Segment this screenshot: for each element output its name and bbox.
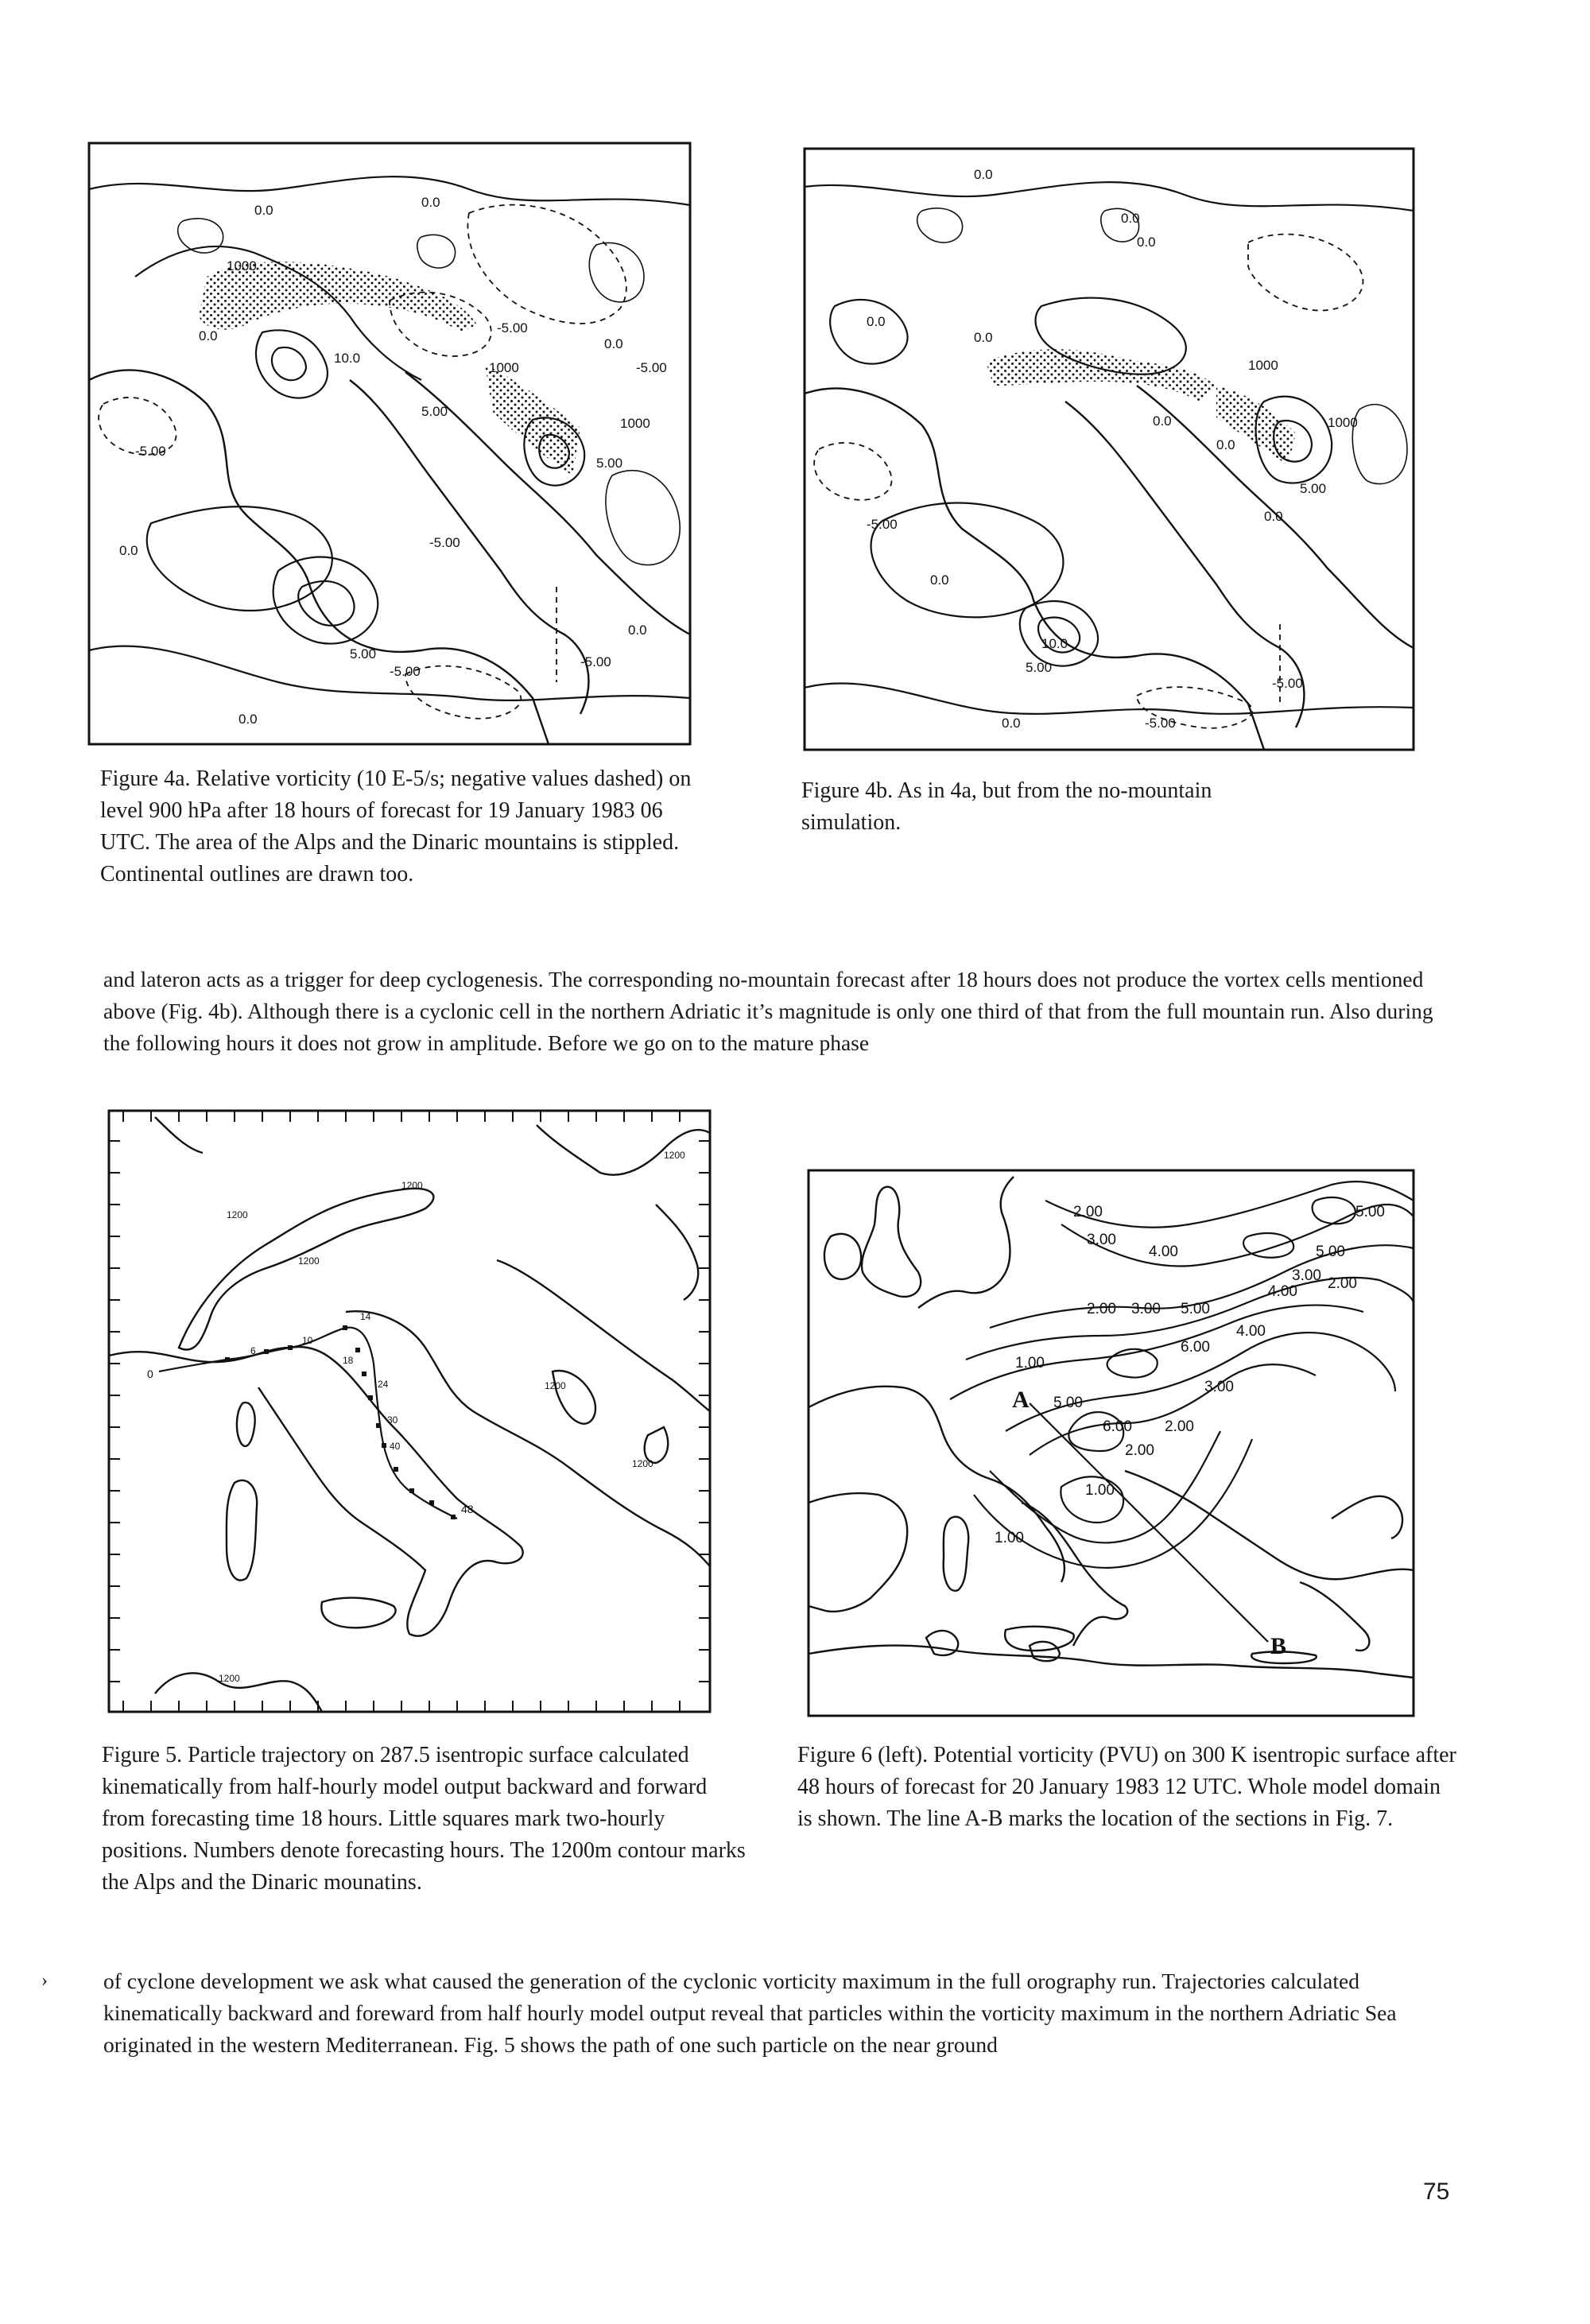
contour-label: 2.00 bbox=[1125, 1442, 1154, 1459]
figure-5-caption: Figure 5. Particle trajectory on 287.5 isentropic surface calculated kinematically from half-hourly model output backward and forward from forecasting time 18 hours. Little squares mark two-hourly positions. Numbers denote forecasting hours. The 1200m contour marks the Alps and the Dinaric mounatins. bbox=[102, 1743, 746, 1895]
contour-label: 5.00 bbox=[421, 404, 448, 419]
contour-label: 0.0 bbox=[1153, 413, 1172, 429]
vorticity-contour bbox=[805, 683, 1414, 713]
contour-label: -5.00 bbox=[390, 664, 421, 679]
contour-label: 5.00 bbox=[1316, 1243, 1345, 1260]
forecast-hour-label: 40 bbox=[390, 1441, 401, 1452]
contour-label: 0.0 bbox=[867, 314, 886, 329]
corsica bbox=[237, 1403, 255, 1446]
contour-label: 1200 bbox=[545, 1380, 566, 1391]
contour-label: 0.0 bbox=[974, 330, 993, 345]
contour-label: 0.0 bbox=[238, 712, 258, 727]
vorticity-contour bbox=[1020, 601, 1098, 666]
ireland bbox=[824, 1234, 861, 1279]
body-paragraph-2: of cyclone development we ask what caused the generation of the cyclonic vorticity maximum in the full orography run. Trajectories calculated kinematically backward and foreward from half hourly model output reveal that particles within the vorticity maximum in the northern Adriatic Sea originated in the western Mediterranean. Fig. 5 shows the path of one such particle on the near ground bbox=[103, 1969, 1397, 2057]
vorticity-contour bbox=[917, 208, 963, 242]
contour-label: 0.0 bbox=[1216, 437, 1235, 452]
europe-coastline bbox=[918, 1177, 1014, 1308]
forecast-hour-label: 30 bbox=[387, 1414, 398, 1426]
contour-label: 1000 bbox=[620, 416, 650, 431]
contour-label: -5.00 bbox=[636, 360, 667, 375]
contour-label: 2.00 bbox=[1165, 1418, 1194, 1435]
contour-label: 0.0 bbox=[930, 572, 949, 588]
contour-label: 3.00 bbox=[1204, 1379, 1234, 1395]
contour-label: 1000 bbox=[1248, 358, 1278, 373]
contour-label: 5.00 bbox=[1355, 1204, 1385, 1220]
figure-4b-panel bbox=[803, 147, 1415, 751]
alps-1200m-contour bbox=[179, 1189, 433, 1350]
contour-label: 4.00 bbox=[1236, 1323, 1266, 1340]
vorticity-contour bbox=[805, 182, 1414, 211]
negative-vorticity-contour bbox=[814, 443, 891, 500]
contour-label: 5.00 bbox=[350, 646, 377, 662]
forecast-hour-label: 10 bbox=[302, 1335, 313, 1346]
contour-label: 1000 bbox=[489, 360, 519, 375]
balkans bbox=[1125, 1471, 1414, 1579]
sicily bbox=[1005, 1627, 1074, 1651]
negative-vorticity-contour bbox=[467, 205, 626, 324]
pv-contour bbox=[1243, 1233, 1293, 1258]
coastline bbox=[553, 1371, 595, 1424]
british-isles bbox=[862, 1187, 921, 1297]
section-line-a-b bbox=[1030, 1403, 1268, 1642]
vorticity-contour bbox=[89, 177, 690, 205]
vorticity-contour bbox=[606, 471, 680, 565]
figure-5-panel bbox=[107, 1109, 712, 1713]
margin-mark: › bbox=[41, 1970, 48, 1991]
contour-label: 4.00 bbox=[1149, 1243, 1178, 1260]
coastline bbox=[155, 1117, 710, 1175]
figure-6-map bbox=[807, 1169, 1415, 1717]
coastline bbox=[346, 1311, 710, 1566]
alps-stippled-area bbox=[986, 349, 1216, 402]
contour-label: 1000 bbox=[1328, 415, 1358, 430]
forecast-hour-label: 48 bbox=[461, 1503, 474, 1515]
forecast-hour-label: 24 bbox=[378, 1379, 389, 1390]
contour-label: -5.00 bbox=[867, 517, 898, 532]
contour-label: 0.0 bbox=[1002, 716, 1021, 731]
contour-label: 1.00 bbox=[995, 1530, 1024, 1546]
figure-4b-map bbox=[803, 147, 1415, 751]
contour-label: 1200 bbox=[227, 1209, 248, 1220]
iberia bbox=[809, 1493, 907, 1612]
forecast-hour-label: 14 bbox=[360, 1311, 371, 1322]
contour-label: 5.00 bbox=[1026, 660, 1053, 675]
forecast-hour-label: 6 bbox=[250, 1345, 256, 1356]
contour-label: 3.00 bbox=[1087, 1232, 1116, 1248]
contour-label: 0.0 bbox=[1264, 509, 1283, 524]
forecast-hour-label: 0 bbox=[147, 1368, 153, 1380]
pv-contour bbox=[974, 1439, 1252, 1568]
coastline bbox=[805, 389, 1264, 750]
contour-label: 1.00 bbox=[1015, 1355, 1045, 1372]
contour-label: -5.00 bbox=[580, 654, 611, 669]
contour-label: 2.00 bbox=[1073, 1204, 1103, 1220]
contour-label: 5.00 bbox=[1053, 1395, 1083, 1411]
vorticity-contour bbox=[272, 347, 306, 380]
contour-label: 0.0 bbox=[119, 543, 138, 558]
frame-ticks bbox=[109, 1111, 710, 1712]
contour-label: 1200 bbox=[632, 1458, 653, 1469]
point-a-label: A bbox=[1012, 1387, 1030, 1413]
point-b-label: B bbox=[1270, 1633, 1287, 1659]
negative-vorticity-contour bbox=[1248, 235, 1363, 311]
contour-label: 6.00 bbox=[1181, 1339, 1210, 1356]
contour-label: 2.00 bbox=[1087, 1301, 1116, 1317]
contour-label: 1200 bbox=[219, 1673, 240, 1684]
pv-contour bbox=[1313, 1197, 1355, 1224]
contour-label: 5.00 bbox=[1300, 481, 1327, 496]
coastline bbox=[645, 1205, 698, 1463]
contour-labels bbox=[147, 1150, 685, 1684]
contour-label: -5.00 bbox=[1272, 676, 1303, 691]
contour-label: 5.00 bbox=[596, 456, 623, 471]
contour-label: 1000 bbox=[227, 258, 257, 274]
contour-label: 1.00 bbox=[1085, 1482, 1115, 1499]
contour-label: 4.00 bbox=[1268, 1283, 1297, 1300]
contour-label: 6.00 bbox=[1103, 1418, 1132, 1435]
map-frame bbox=[805, 149, 1414, 750]
contour-label: 0.0 bbox=[1121, 211, 1140, 226]
contour-label: 5.00 bbox=[1181, 1301, 1210, 1317]
contour-label: -5.00 bbox=[1145, 716, 1176, 731]
contour-label: 1200 bbox=[298, 1255, 320, 1267]
contour-label: -5.00 bbox=[135, 444, 166, 459]
contour-label: 0.0 bbox=[628, 623, 647, 638]
europe-coastline bbox=[809, 1387, 1065, 1582]
contour-labels bbox=[995, 1204, 1385, 1546]
vorticity-contour bbox=[1352, 405, 1407, 484]
contour-label: 2.00 bbox=[1328, 1275, 1357, 1292]
body-paragraph-1: and lateron acts as a trigger for deep cyclogenesis. The corresponding no-mountain forecast after 18 hours does not produce the vortex cells mentioned above (Fig. 4b). Although there is a cyclonic cell in the northern Adriatic it’s magnitude is only one third of that from the full mountain run. Also during the following hours it does not grow in amplitude. Before we go on to the mature phase bbox=[103, 967, 1433, 1055]
contour-label: 0.0 bbox=[254, 203, 273, 218]
negative-vorticity-contour bbox=[405, 666, 521, 719]
sardinia bbox=[227, 1480, 257, 1581]
contour-label: 10.0 bbox=[334, 351, 361, 366]
contour-label: 0.0 bbox=[199, 328, 218, 343]
map-frame bbox=[109, 1111, 710, 1712]
vorticity-contour bbox=[256, 330, 328, 398]
contour-label: 1200 bbox=[401, 1180, 423, 1191]
contour-label: 0.0 bbox=[604, 336, 623, 351]
page-number: 75 bbox=[1423, 2179, 1450, 2205]
figure-5-map bbox=[107, 1109, 712, 1713]
figure-6-caption: Figure 6 (left). Potential vorticity (PVU) on 300 K isentropic surface after 48 hours of forecast for 20 January 1983 12 UTC. Whole model domain is shown. The line A-B marks the location of the sections in Fig. 7. bbox=[797, 1743, 1456, 1831]
forecast-hour-label: 18 bbox=[343, 1355, 354, 1366]
contour-label: 3.00 bbox=[1292, 1267, 1321, 1284]
italy bbox=[1022, 1503, 1127, 1646]
vorticity-contour bbox=[589, 242, 644, 301]
contour-label: 1200 bbox=[664, 1150, 685, 1161]
north-africa bbox=[809, 1646, 1414, 1678]
contour-label: 0.0 bbox=[1137, 235, 1156, 250]
vorticity-contour bbox=[273, 557, 378, 644]
contour-label: -5.00 bbox=[497, 320, 528, 336]
coastline bbox=[497, 1260, 710, 1411]
vorticity-contour bbox=[830, 300, 907, 364]
coastline bbox=[109, 1347, 523, 1636]
figure-4a-caption: Figure 4a. Relative vorticity (10 E-5/s; negative values dashed) on level 900 hPa after 18 hours of forecast for 19 January 1983 06 UTC. The area of the Alps and the Dinaric mountains is stippled. Continental outlines are drawn too. bbox=[100, 766, 692, 887]
vorticity-contour bbox=[417, 235, 456, 268]
figure-4a-map bbox=[87, 142, 692, 746]
contour-label: 10.0 bbox=[1041, 636, 1068, 651]
contour-label: 3.00 bbox=[1131, 1301, 1161, 1317]
contour-label: 0.0 bbox=[974, 167, 993, 182]
figure-4a-panel bbox=[87, 142, 692, 746]
sardinia bbox=[944, 1517, 969, 1591]
figure-4b-caption: Figure 4b. As in 4a, but from the no-mountain simulation. bbox=[801, 778, 1212, 835]
sicily bbox=[321, 1598, 395, 1628]
contour-label: 0.0 bbox=[421, 195, 440, 210]
contour-label: -5.00 bbox=[429, 535, 460, 550]
figure-6-panel bbox=[807, 1169, 1415, 1717]
pv-contour bbox=[950, 1306, 1363, 1399]
coastline bbox=[1300, 1496, 1402, 1651]
